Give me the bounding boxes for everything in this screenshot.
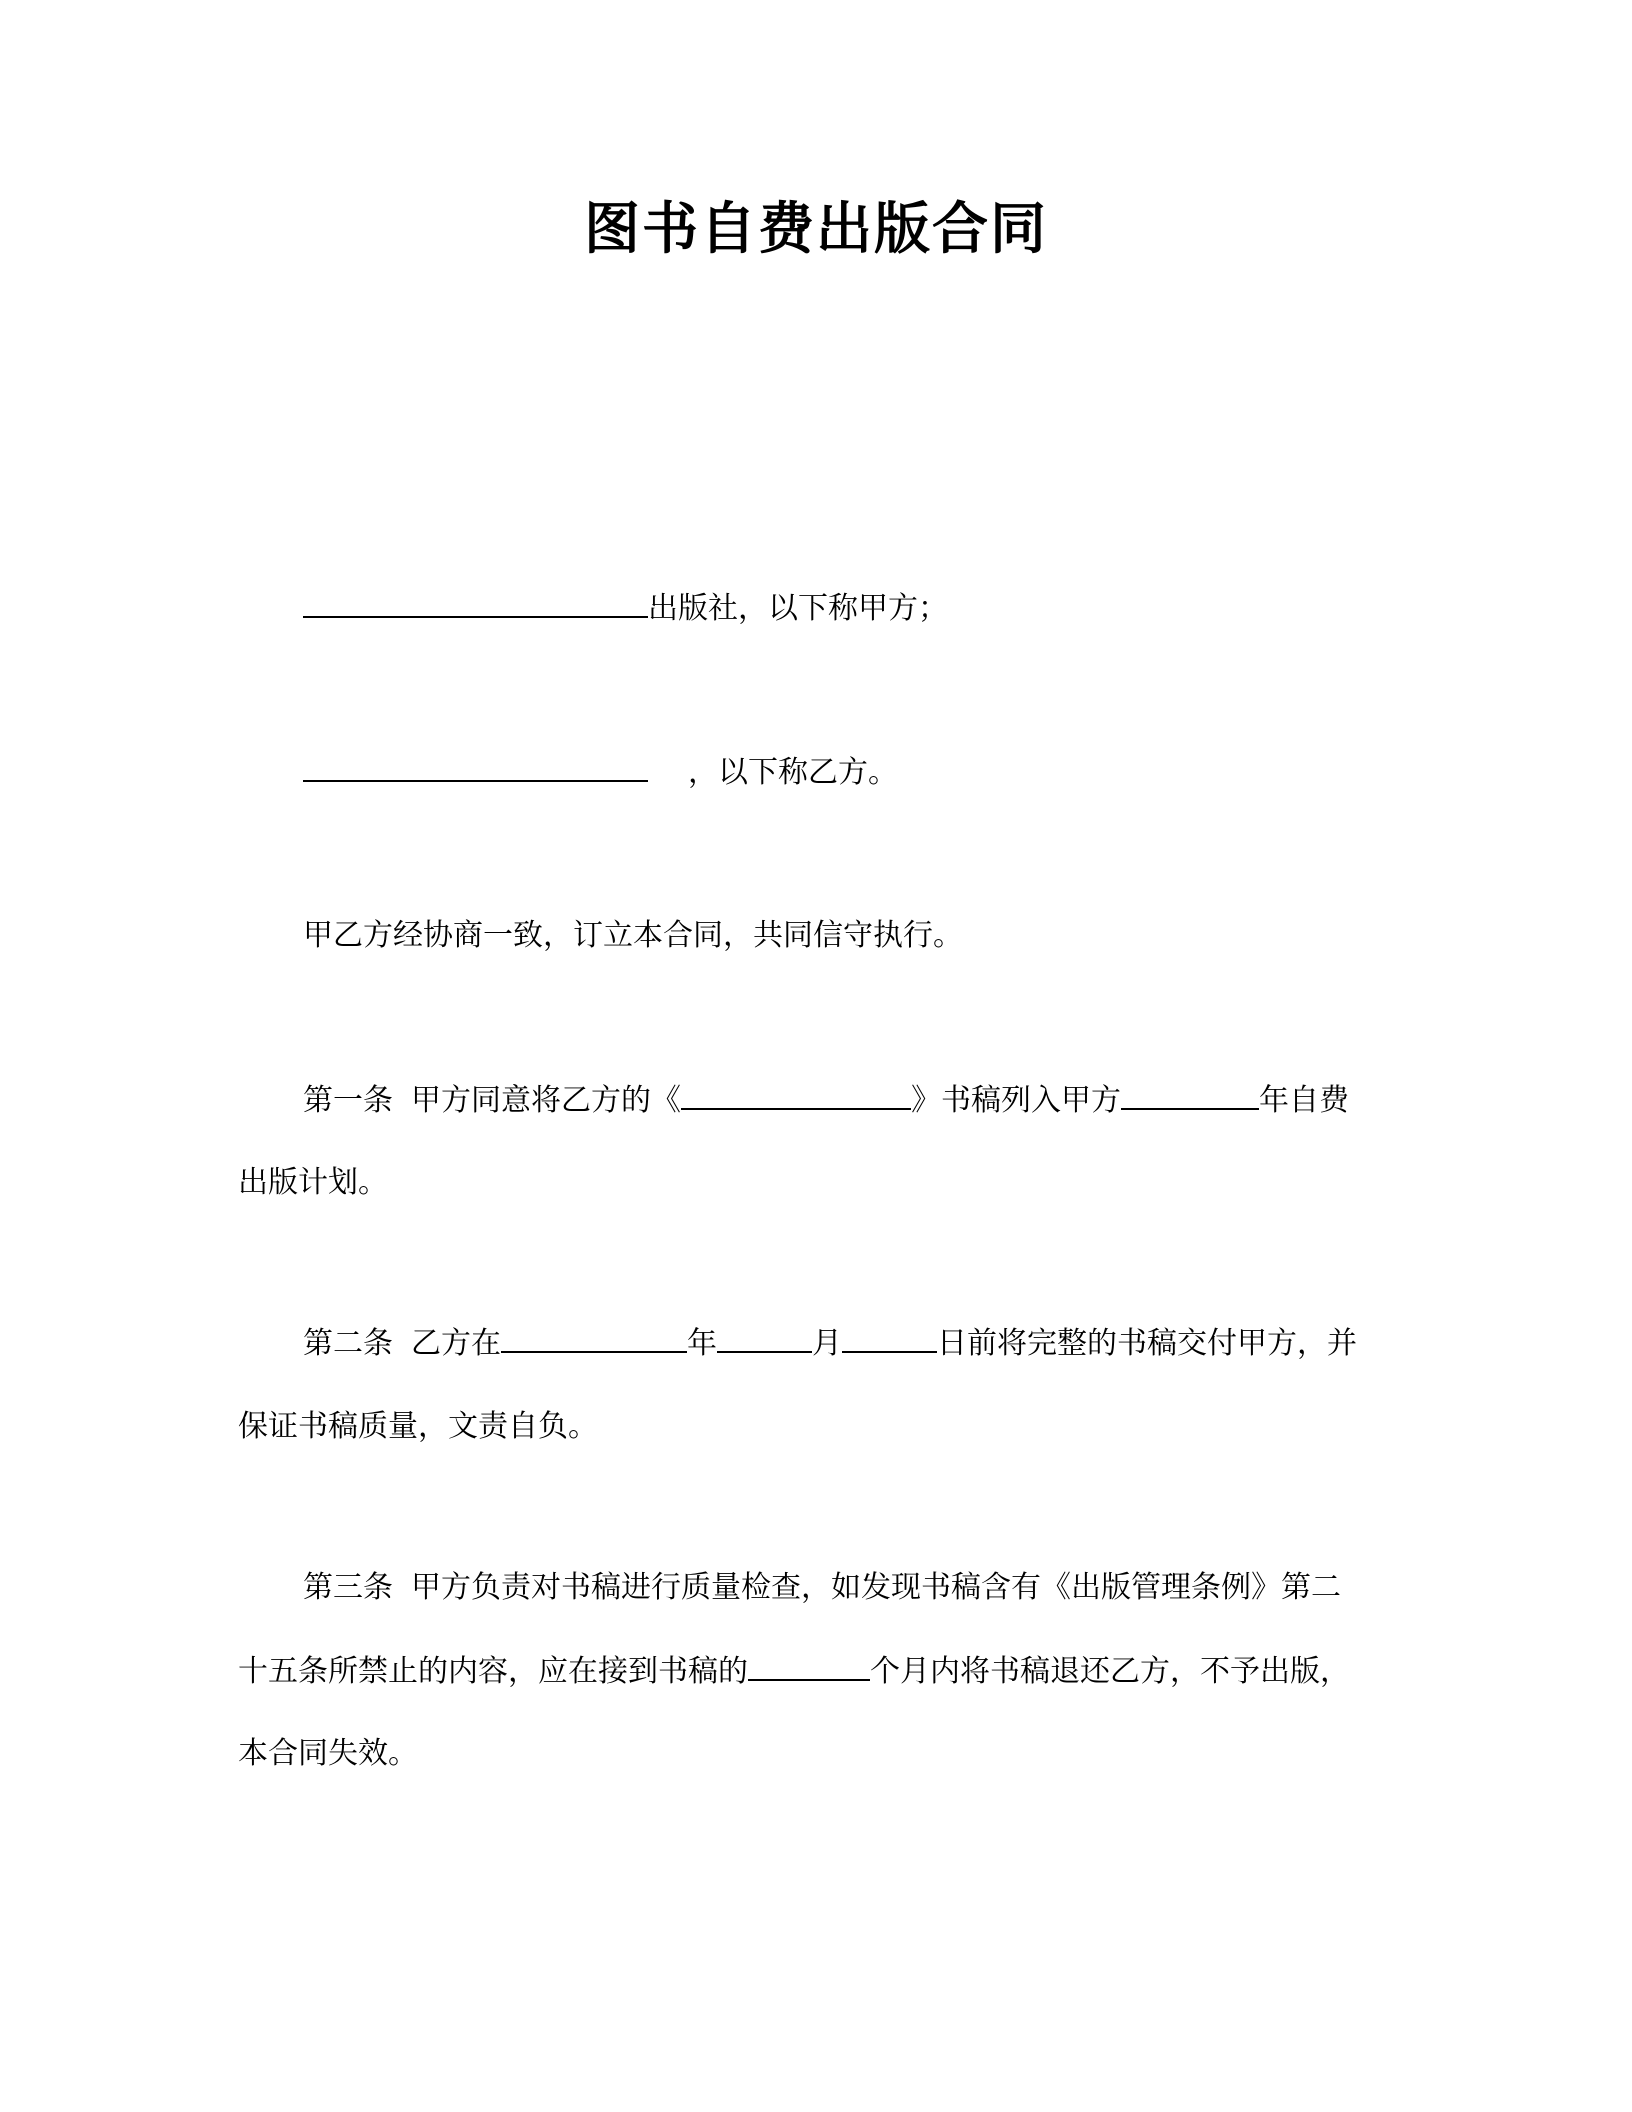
article-2-line-1 [303,1323,1357,1364]
party-b-blank[interactable] [303,752,648,782]
article-3-line-2 [238,1651,1350,1692]
party-b-suffix: ，以下称乙方。 [688,755,898,790]
article-3-text-a: 甲方负责对书稿进行质量检查，如发现书稿含有《出版管理条例》第二 [411,1570,1341,1605]
article-1-line-1 [303,1080,1349,1121]
delivery-year-blank[interactable] [501,1323,687,1353]
article-2-label: 第二条 [303,1326,393,1361]
article-1-text-c: 年自费 [1259,1083,1349,1118]
article-3-line-3: 本合同失效。 [238,1736,418,1771]
plan-year-blank[interactable] [1121,1080,1259,1110]
article-1-text-b: 》书稿列入甲方 [911,1083,1121,1118]
party-a-blank[interactable] [303,588,648,618]
delivery-month-blank[interactable] [717,1323,812,1353]
article-3-text-c: 个月内将书稿退还乙方，不予出版， [870,1654,1350,1689]
delivery-day-blank[interactable] [842,1323,937,1353]
return-months-blank[interactable] [748,1651,870,1681]
article-1-line-2: 出版计划。 [238,1165,388,1200]
document-title: 图书自费出版合同 [584,197,1048,262]
article-2-text-c: 月 [812,1326,842,1361]
party-a-line [303,588,948,629]
article-2-text-d: 日前将完整的书稿交付甲方，并 [937,1326,1357,1361]
party-b-line [303,752,898,793]
preamble: 甲乙方经协商一致，订立本合同，共同信守执行。 [303,918,963,953]
article-3-label: 第三条 [303,1570,393,1605]
article-2-text-a: 乙方在 [411,1326,501,1361]
article-1-label: 第一条 [303,1083,393,1118]
book-title-blank[interactable] [681,1080,911,1110]
article-1-text-a: 甲方同意将乙方的《 [411,1083,681,1118]
article-2-line-2: 保证书稿质量，文责自负。 [238,1409,598,1444]
article-3-text-b: 十五条所禁止的内容，应在接到书稿的 [238,1654,748,1689]
article-2-text-b: 年 [687,1326,717,1361]
party-a-suffix: 出版社，以下称甲方； [648,591,948,626]
article-3-line-1 [303,1568,1341,1608]
